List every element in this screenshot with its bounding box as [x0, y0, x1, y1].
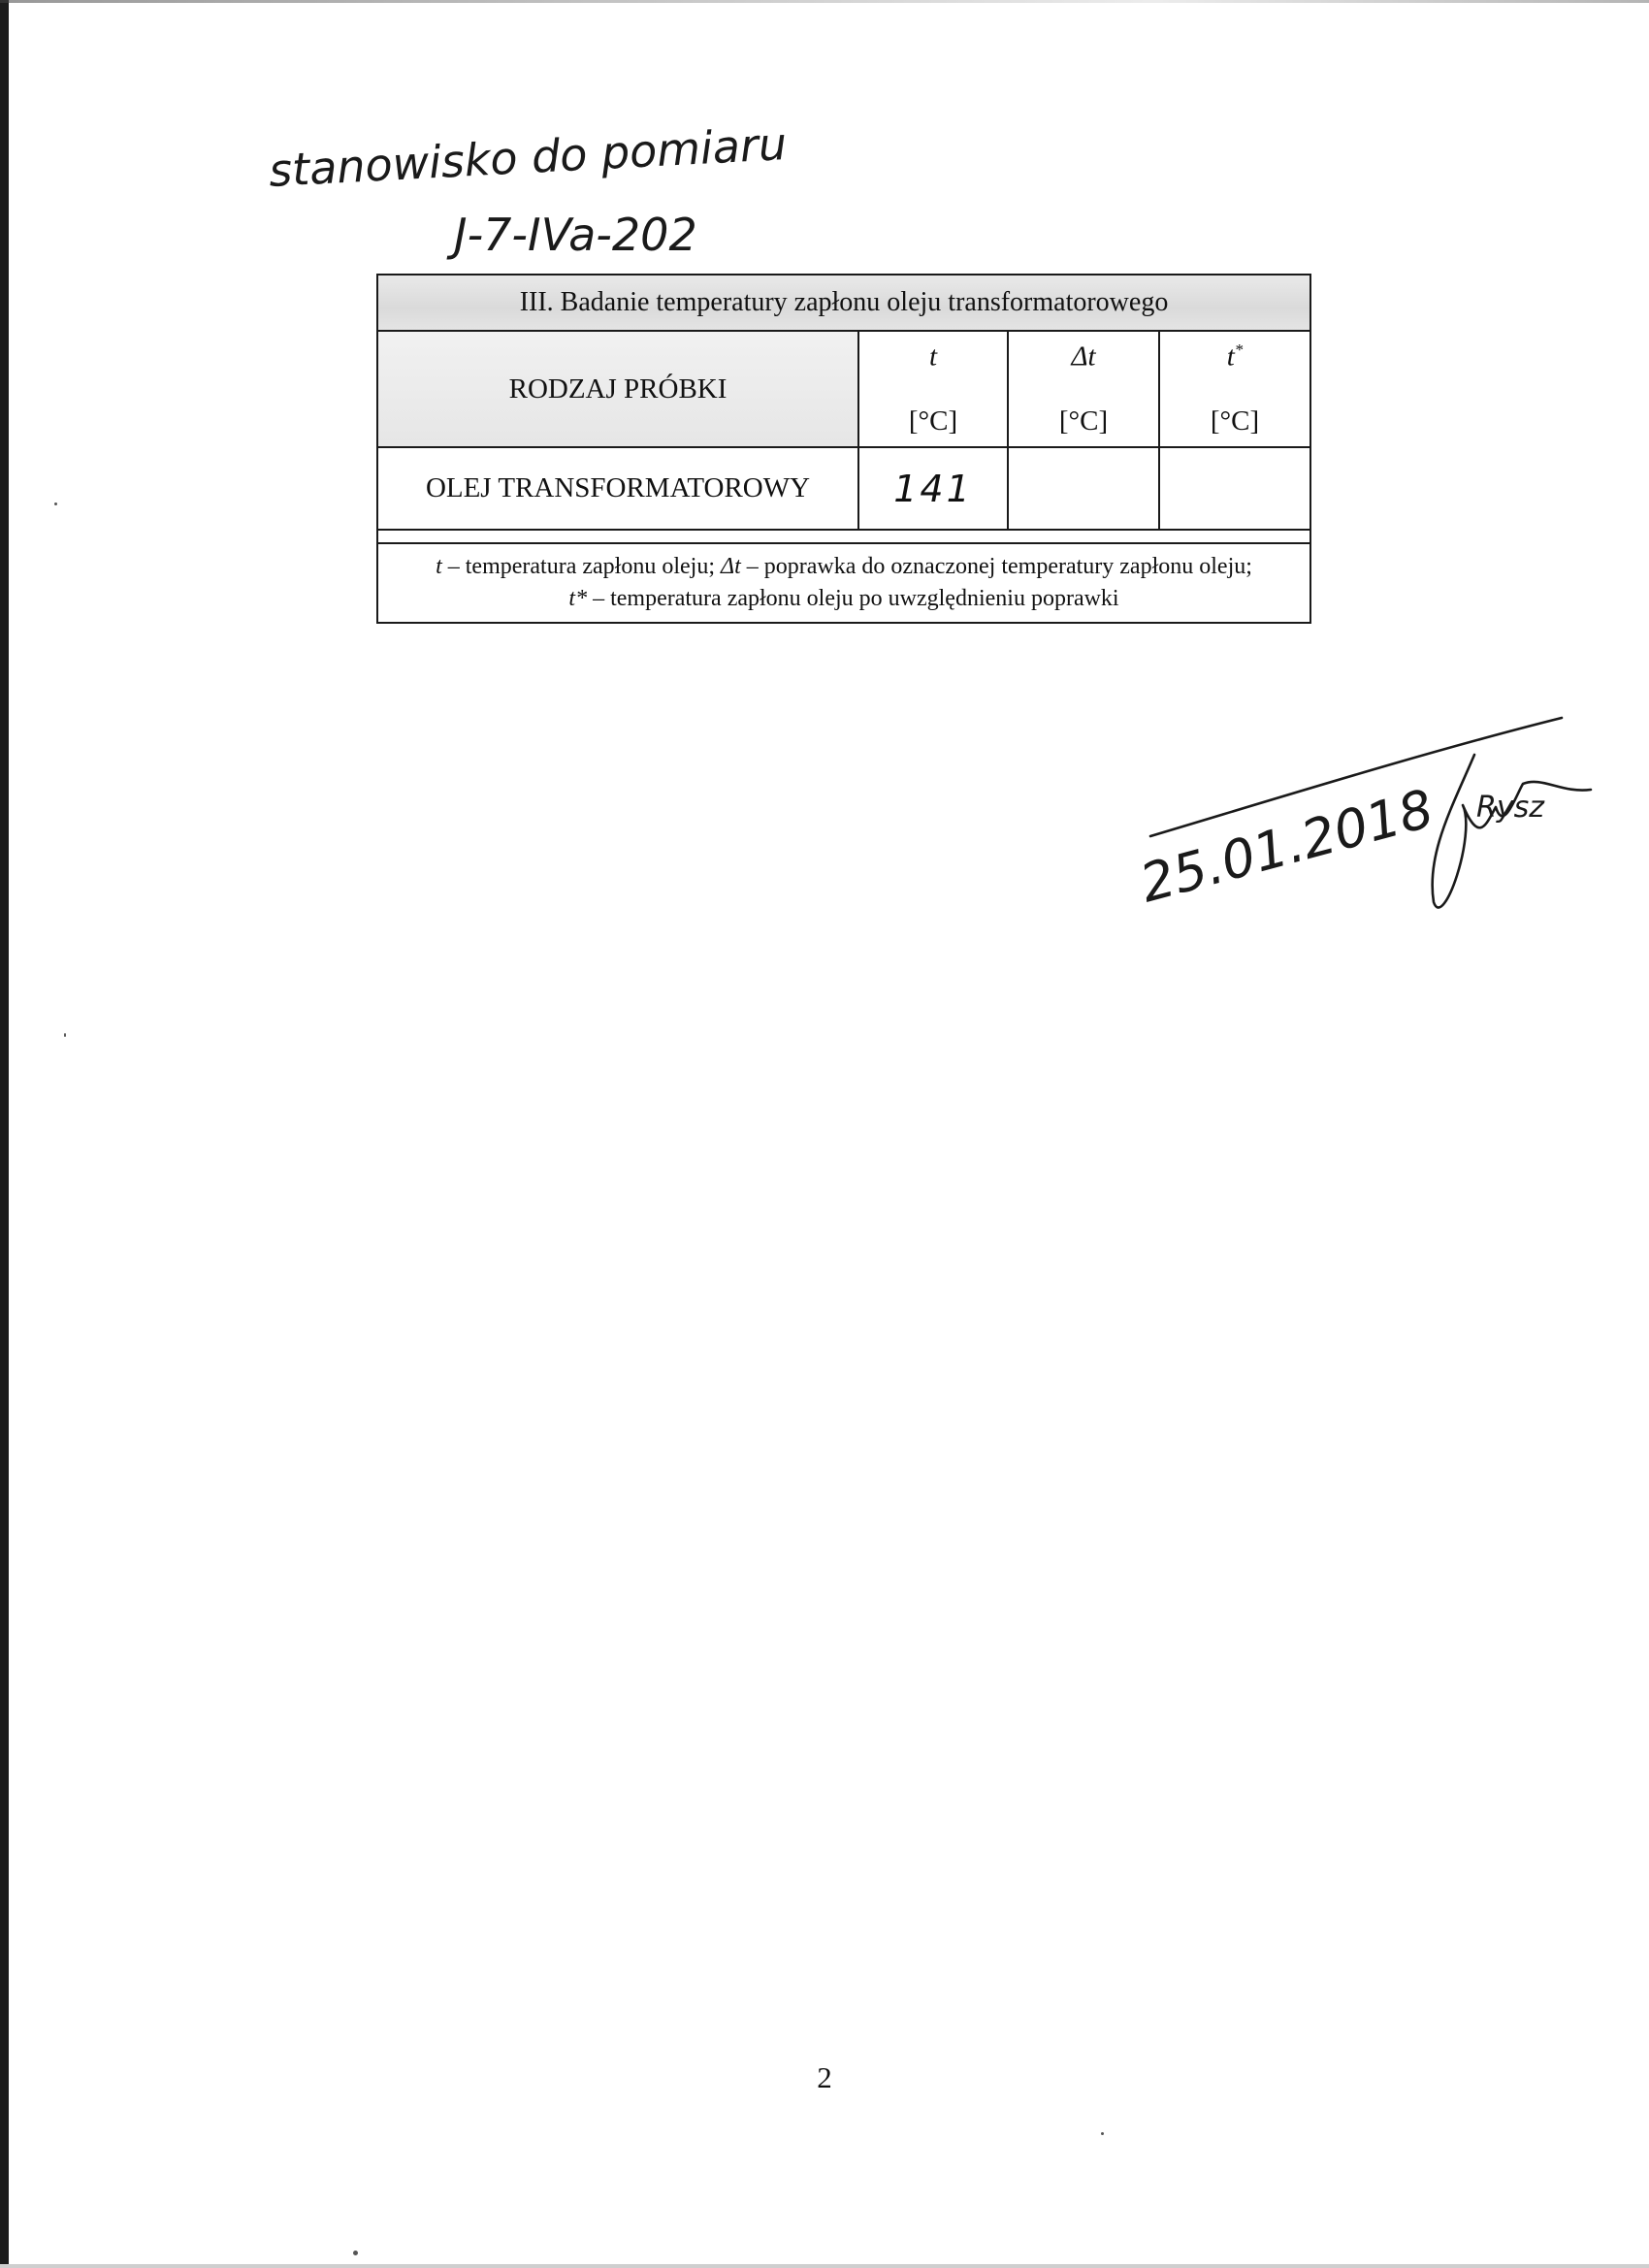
header-col-t-star-unit: [°C] [1210, 405, 1260, 437]
header-col-delta-t-symbol: Δt [1071, 340, 1096, 373]
signature-scribble [1433, 755, 1591, 908]
page-number: 2 [817, 2060, 832, 2094]
scan-speck [1101, 2132, 1104, 2135]
signature-initials: Rysz [1476, 791, 1544, 825]
flash-point-table [376, 274, 1311, 624]
handwritten-signature [1135, 708, 1620, 965]
header-sample-type: RODZAJ PRÓBKI [377, 331, 858, 447]
scan-edge-top [0, 0, 1649, 3]
handwritten-note-line1: stanowisko do pomiaru [267, 117, 789, 197]
table-legend: t – temperatura zapłonu oleju; Δt – poprawka do oznaczonej temperatury zapłonu oleju; t* – temperatura zapłonu oleju po uwzględnieniu poprawki [377, 543, 1310, 623]
table-spacer [377, 530, 1310, 543]
scan-speck [353, 2251, 358, 2255]
scan-edge-left [0, 0, 9, 2268]
table-row [377, 447, 1310, 530]
header-col-delta-t [1008, 331, 1159, 447]
cell-t-handwritten [858, 447, 1008, 530]
scan-speck [64, 1033, 66, 1037]
signature-date: 25.01.2018 [1134, 777, 1440, 915]
scan-edge-bottom [0, 2264, 1649, 2268]
cell-delta-t [1008, 447, 1159, 530]
header-col-t [858, 331, 1008, 447]
cell-sample: OLEJ TRANSFORMATOROWY [377, 447, 858, 530]
handwritten-note [260, 117, 803, 267]
header-col-t-star-sup: * [1234, 340, 1244, 359]
header-col-delta-t-unit: [°C] [1058, 405, 1109, 437]
table-caption: III. Badanie temperatury zapłonu oleju transformatorowego [377, 275, 1310, 331]
header-col-t-unit: [°C] [908, 405, 958, 437]
handwritten-note-line2: J-7-IVa-202 [454, 209, 697, 261]
cell-t-value: 141 [893, 467, 973, 510]
cell-t-star [1159, 447, 1310, 530]
header-col-t-symbol: t [928, 340, 938, 373]
scan-speck [54, 502, 57, 505]
header-col-t-star [1159, 331, 1310, 447]
header-col-t-star-symbol: t [1226, 340, 1235, 373]
